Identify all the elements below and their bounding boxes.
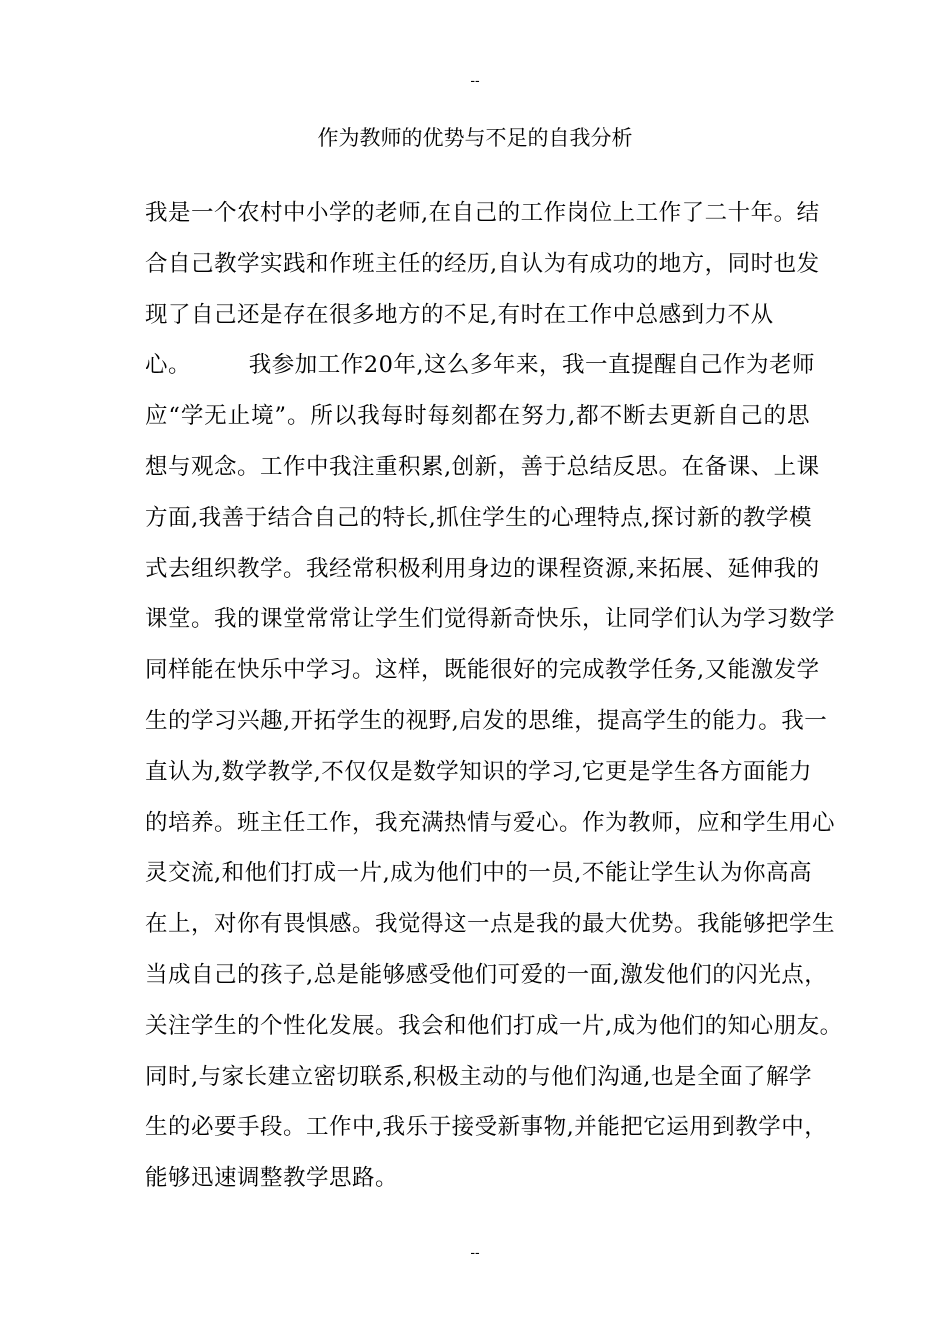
document-title: 作为教师的优势与不足的自我分析 — [317, 126, 633, 150]
body-line: 合自己教学实践和作班主任的经历,自认为有成功的地方，同时也发 — [145, 250, 820, 277]
body-line: 现了自己还是存在很多地方的不足,有时在工作中总感到力不从 — [145, 301, 774, 328]
body-line: 关注学生的个性化发展。我会和他们打成一片,成为他们的知心朋友。 — [145, 1012, 843, 1039]
body-line: 同样能在快乐中学习。这样，既能很好的完成教学任务,又能激发学 — [145, 657, 820, 684]
body-line: 生的必要手段。工作中,我乐于接受新事物,并能把它运用到教学中， — [145, 1114, 828, 1141]
body-line: 在上，对你有畏惧感。我觉得这一点是我的最大优势。我能够把学生 — [145, 911, 836, 938]
body-line: 方面,我善于结合自己的特长,抓住学生的心理特点,探讨新的教学模 — [145, 504, 812, 531]
body-line: 心。 我参加工作20年,这么多年来，我一直提醒自己作为老师 — [145, 352, 816, 379]
document-body — [145, 188, 843, 1204]
body-line: 课堂。我的课堂常常让学生们觉得新奇快乐，让同学们认为学习数学 — [145, 606, 836, 633]
body-line: 的培养。班主任工作，我充满热情与爱心。作为教师，应和学生用心 — [145, 809, 836, 836]
body-line: 应“学无止境”。所以我每时每刻都在努力,都不断去更新自己的思 — [145, 403, 810, 430]
body-line: 式去组织教学。我经常积极利用身边的课程资源,来拓展、延伸我的 — [145, 555, 820, 582]
body-line: 灵交流,和他们打成一片,成为他们中的一员,不能让学生认为你高高 — [145, 860, 812, 887]
body-line: 生的学习兴趣,开拓学生的视野,启发的思维，提高学生的能力。我一 — [145, 707, 828, 734]
page-footer-marker: -- — [470, 1244, 480, 1260]
body-line: 当成自己的孩子,总是能够感受他们可爱的一面,激发他们的闪光点， — [145, 961, 828, 988]
page-header-marker: -- — [470, 72, 480, 88]
body-line: 想与观念。工作中我注重积累,创新，善于总结反思。在备课、上课 — [145, 453, 820, 480]
body-line: 同时,与家长建立密切联系,积极主动的与他们沟通,也是全面了解学 — [145, 1063, 812, 1090]
body-line: 直认为,数学教学,不仅仅是数学知识的学习,它更是学生各方面能力 — [145, 758, 812, 785]
body-line: 能够迅速调整教学思路。 — [145, 1165, 399, 1192]
body-line: 我是一个农村中小学的老师,在自己的工作岗位上工作了二十年。结 — [145, 200, 820, 226]
